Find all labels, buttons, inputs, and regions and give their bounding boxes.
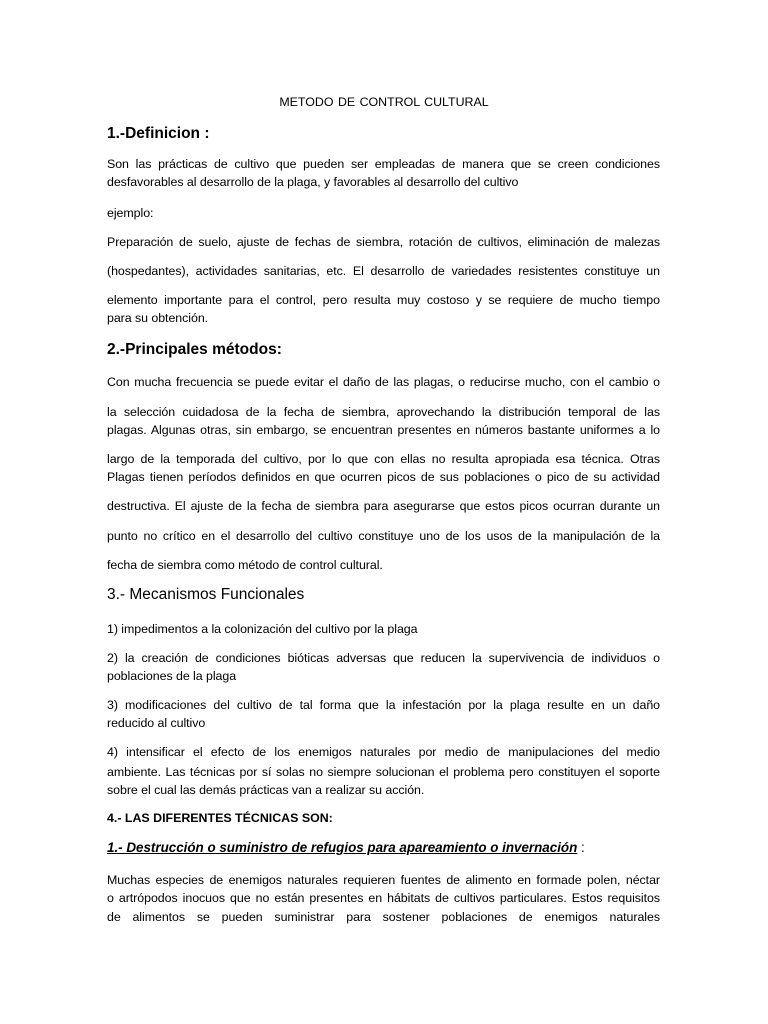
subheading-refugios-title: 1.- Destrucción o suministro de refugios para apareamiento o invernación [107,840,578,855]
paragraph-line: Plagas tienen períodos definidos en que ocurren picos de sus poblaciones o pico de su actividad [107,470,660,484]
paragraph-line: o artrópodos inocuos que no están presentes en hábitats de cultivos particulares. Estos requisitos [107,891,660,905]
paragraph-line: destructiva. El ajuste de la fecha de siembra para asegurarse que estos picos ocurran durante un [107,499,660,513]
paragraph-line: Preparación de suelo, ajuste de fechas de siembra, rotación de cultivos, eliminación de malezas [107,235,660,249]
subheading-refugios [107,839,585,857]
section-heading-metodos: 2.-Principales métodos: [107,341,282,358]
paragraph-line: elemento importante para el control, pero resulta muy costoso y se requiere de mucho tiempo [107,293,660,307]
list-item: 4) intensificar el efecto de los enemigos naturales por medio de manipulaciones del medio [107,745,660,759]
paragraph-line: largo de la temporada del cultivo, por lo que con ellas no resulta apropiada esa técnica. Otras [107,452,660,466]
ejemplo-label: ejemplo: [107,206,154,220]
list-item: sobre el cual las demás prácticas van a realizar su acción. [107,783,425,797]
paragraph-line: Con mucha frecuencia se puede evitar el daño de las plagas, o reducirse mucho, con el cambio o [107,375,660,389]
paragraph-line: Muchas especies de enemigos naturales requieren fuentes de alimento en formade polen, néctar [107,873,660,887]
subheading-colon: : [577,840,585,855]
paragraph-line: punto no crítico en el desarrollo del cultivo constituye uno de los usos de la manipulación de la [107,529,660,543]
paragraph-line: plagas. Algunas otras, sin embargo, se encuentran presentes en números bastante uniformes a lo [107,423,660,437]
paragraph-line: de alimentos se pueden suministrar para sostener poblaciones de enemigos naturales [107,910,660,924]
list-item: 3) modificaciones del cultivo de tal forma que la infestación por la plaga resulte en un daño [107,698,660,712]
paragraph-line: para su obtención. [107,311,209,325]
list-item: poblaciones de la plaga [107,669,237,683]
section-heading-mecanismos: 3.- Mecanismos Funcionales [107,586,305,603]
section-heading-tecnicas: 4.- LAS DIFERENTES TÉCNICAS SON: [107,811,333,825]
list-item: reducido al cultivo [107,716,206,730]
list-item: 1) impedimentos a la colonización del cultivo por la plaga [107,622,418,636]
section-heading-definicion: 1.-Definicion : [107,125,210,142]
list-item: ambiente. Las técnicas por sí solas no siempre solucionan el problema pero constituyen el soporte [107,765,660,779]
paragraph-line: (hospedantes), actividades sanitarias, etc. El desarrollo de variedades resistentes constituye un [107,264,660,278]
document-title: METODO DE CONTROL CULTURAL [279,95,489,109]
paragraph-line: fecha de siembra como método de control cultural. [107,558,383,572]
list-item: 2) la creación de condiciones bióticas adversas que reducen la supervivencia de individuos o [107,651,660,665]
paragraph-line: desfavorables al desarrollo de la plaga, y favorables al desarrollo del cultivo [107,175,519,189]
paragraph-line: la selección cuidadosa de la fecha de siembra, aprovechando la distribución temporal de las [107,405,660,419]
paragraph-line: Son las prácticas de cultivo que pueden ser empleadas de manera que se creen condiciones [107,157,660,171]
